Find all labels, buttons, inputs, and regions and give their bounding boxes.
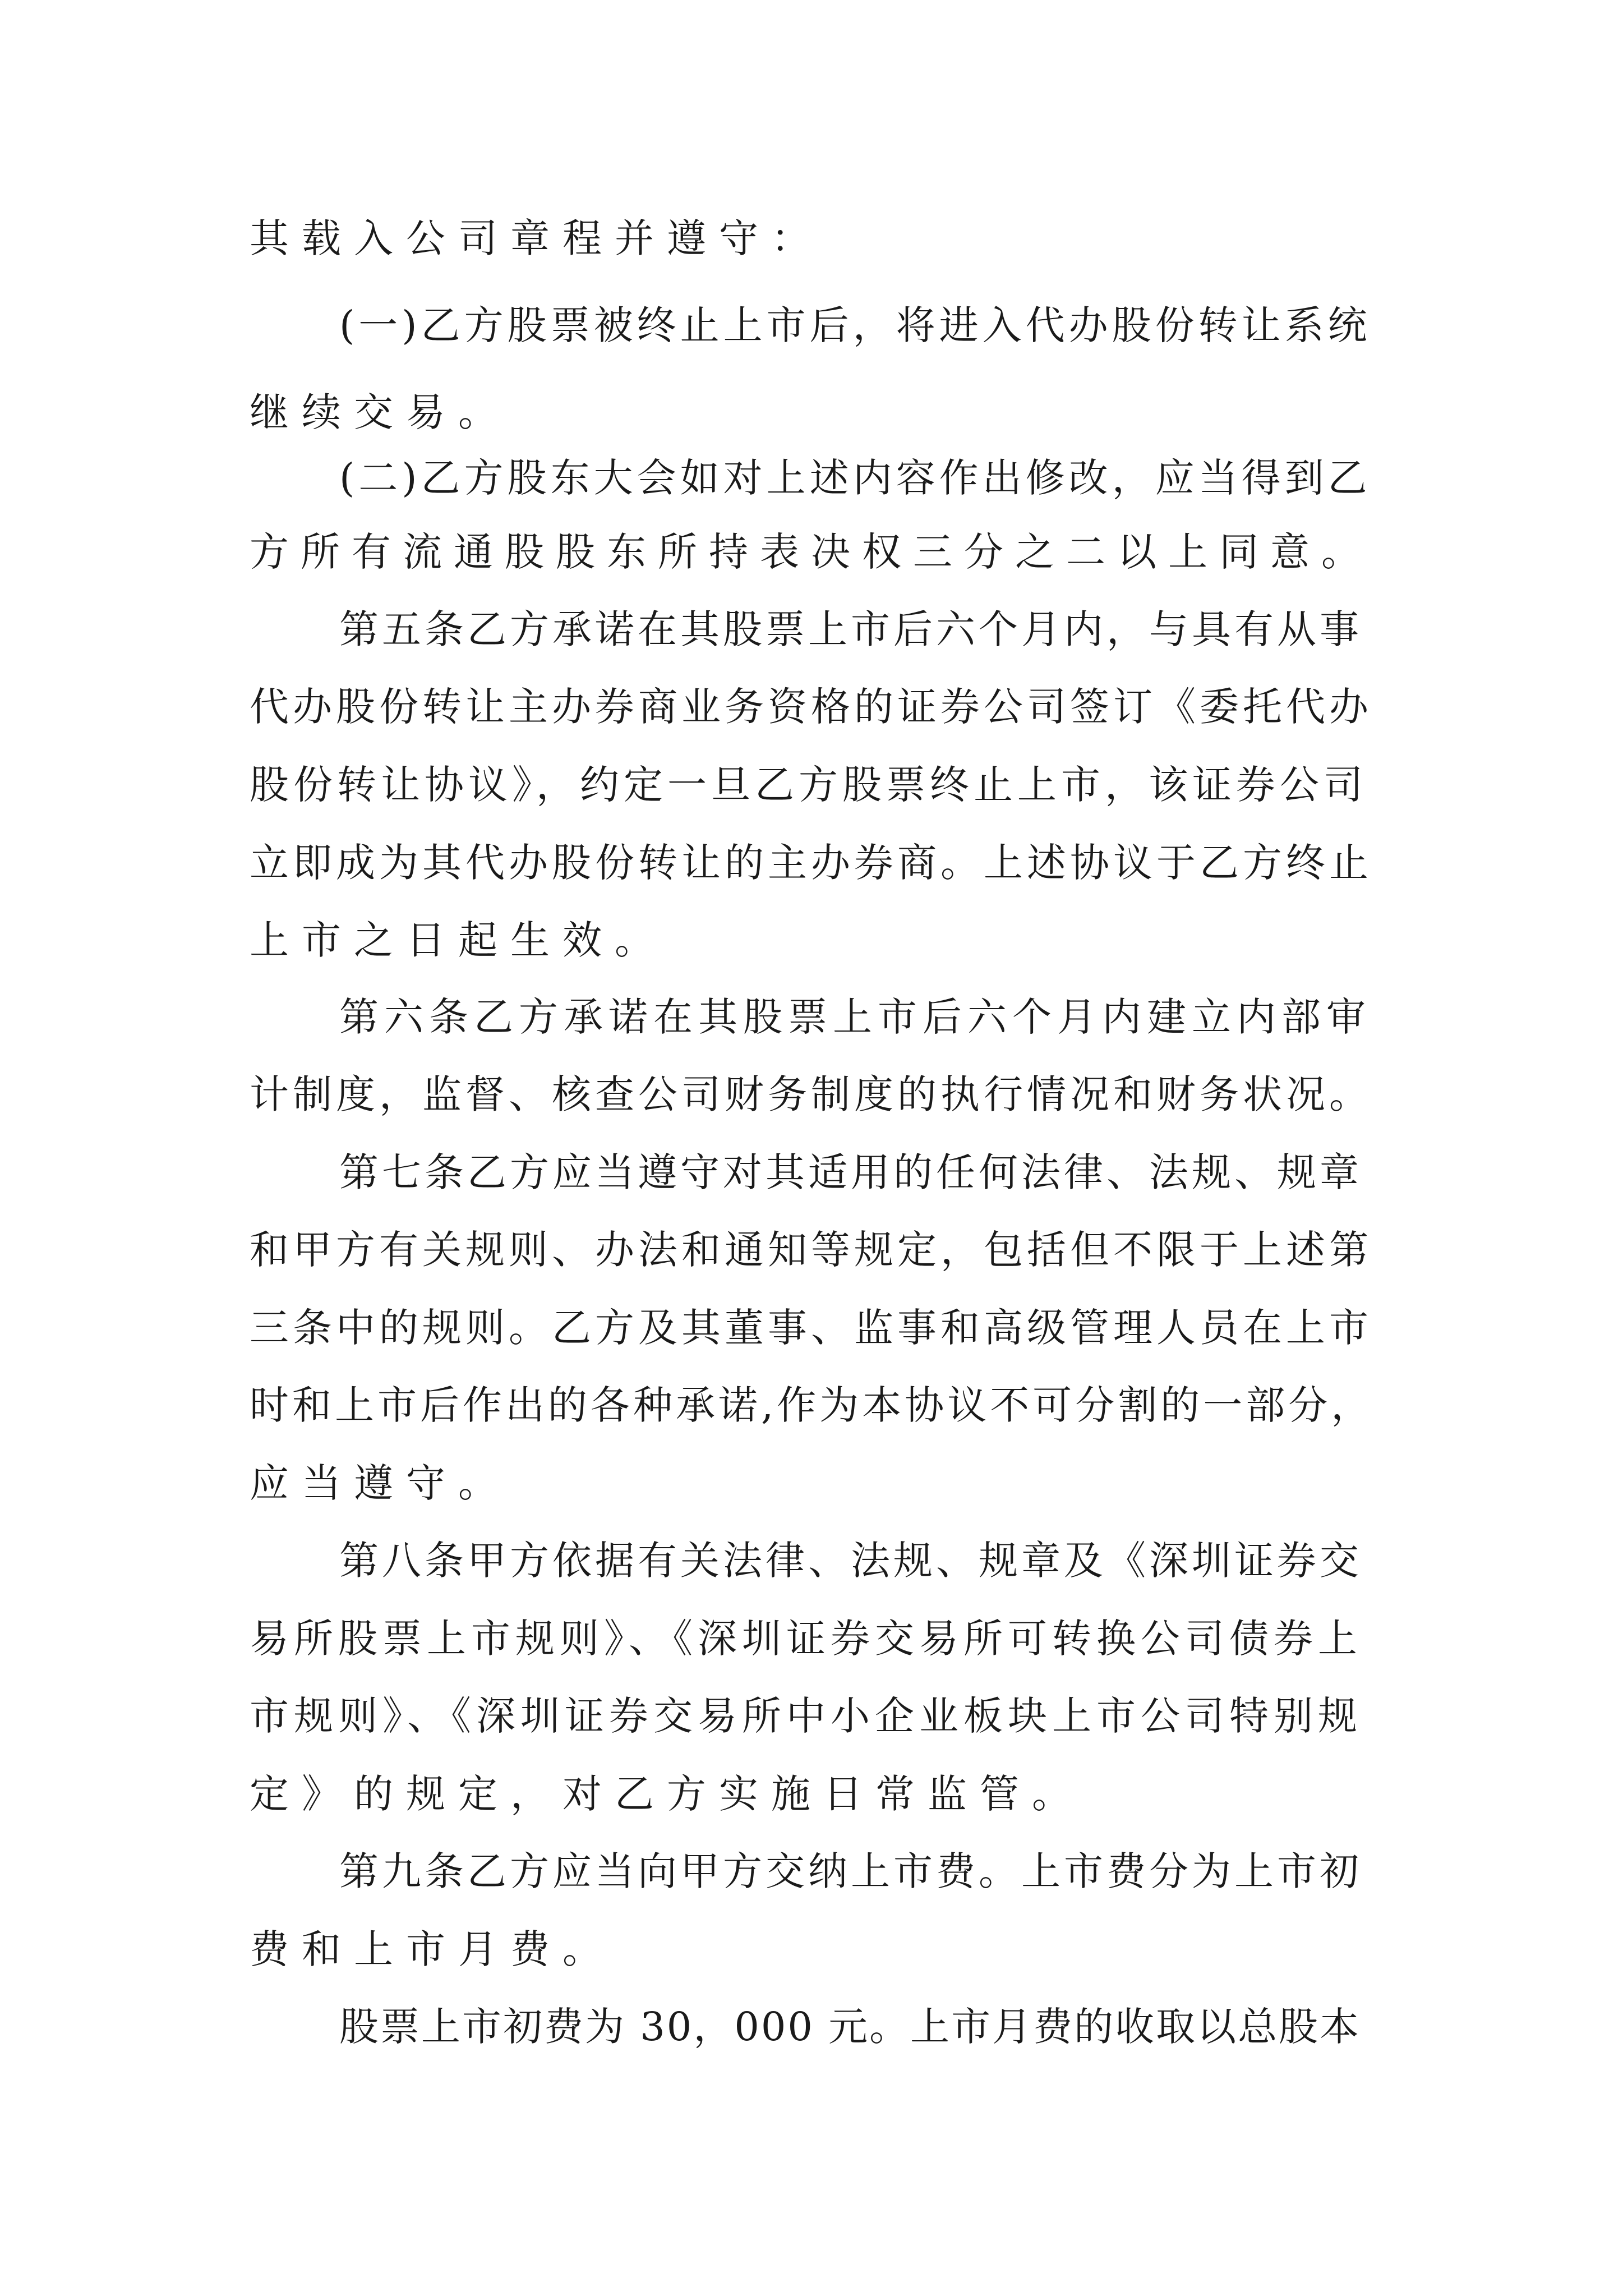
text-line-14: 和甲方有关规则、办法和通知等规定，包括但不限于上述第 [250,1227,1372,1273]
text-line-1: 其载入公司章程并遵守： [250,215,823,261]
text-line-8: 股份转让协议》，约定一旦乙方股票终止上市，该证券公司 [250,762,1367,808]
text-line-5: 方所有流通股股东所持表决权三分之二以上同意。 [250,529,1372,575]
text-line-11: 第六条乙方承诺在其股票上市后六个月内建立内部审 [339,994,1371,1040]
text-line-24: 股票上市初费为 30，000 元。上市月费的收取以总股本 [339,2004,1361,2050]
text-line-19: 易所股票上市规则》、《深圳证券交易所可转换公司债券上 [250,1616,1362,1662]
text-line-21: 定》的规定，对乙方实施日常监管。 [250,1771,1084,1817]
text-line-23: 费和上市月费。 [250,1926,615,1972]
text-line-12: 计制度，监督、核查公司财务制度的执行情况和财务状况。 [250,1071,1372,1117]
text-line-7: 代办股份转让主办券商业务资格的证券公司签订《委托代办 [250,684,1372,730]
text-line-18: 第八条甲方依据有关法律、法规、规章及《深圳证券交 [339,1538,1362,1584]
text-line-15: 三条中的规则。乙方及其董事、监事和高级管理人员在上市 [250,1305,1372,1351]
text-line-6: 第五条乙方承诺在其股票上市后六个月内，与具有从事 [339,606,1362,652]
text-line-4: (二)乙方股东大会如对上述内容作出修改，应当得到乙 [339,455,1371,501]
text-line-22: 第九条乙方应当向甲方交纳上市费。上市费分为上市初 [339,1848,1362,1894]
text-line-16: 时和上市后作出的各种承诺,作为本协议不可分割的一部分， [250,1382,1374,1428]
text-line-10: 上市之日起生效。 [250,917,667,963]
text-line-20: 市规则》、《深圳证券交易所中小企业板块上市公司特别规 [250,1693,1362,1739]
text-line-13: 第七条乙方应当遵守对其适用的任何法律、法规、规章 [339,1149,1362,1195]
text-line-2: (一)乙方股票被终止上市后，将进入代办股份转让系统 [339,302,1371,348]
text-line-9: 立即成为其代办股份转让的主办券商。上述协议于乙方终止 [250,840,1372,886]
text-line-17: 应当遵守。 [250,1460,510,1506]
text-line-3: 继续交易。 [250,389,510,435]
